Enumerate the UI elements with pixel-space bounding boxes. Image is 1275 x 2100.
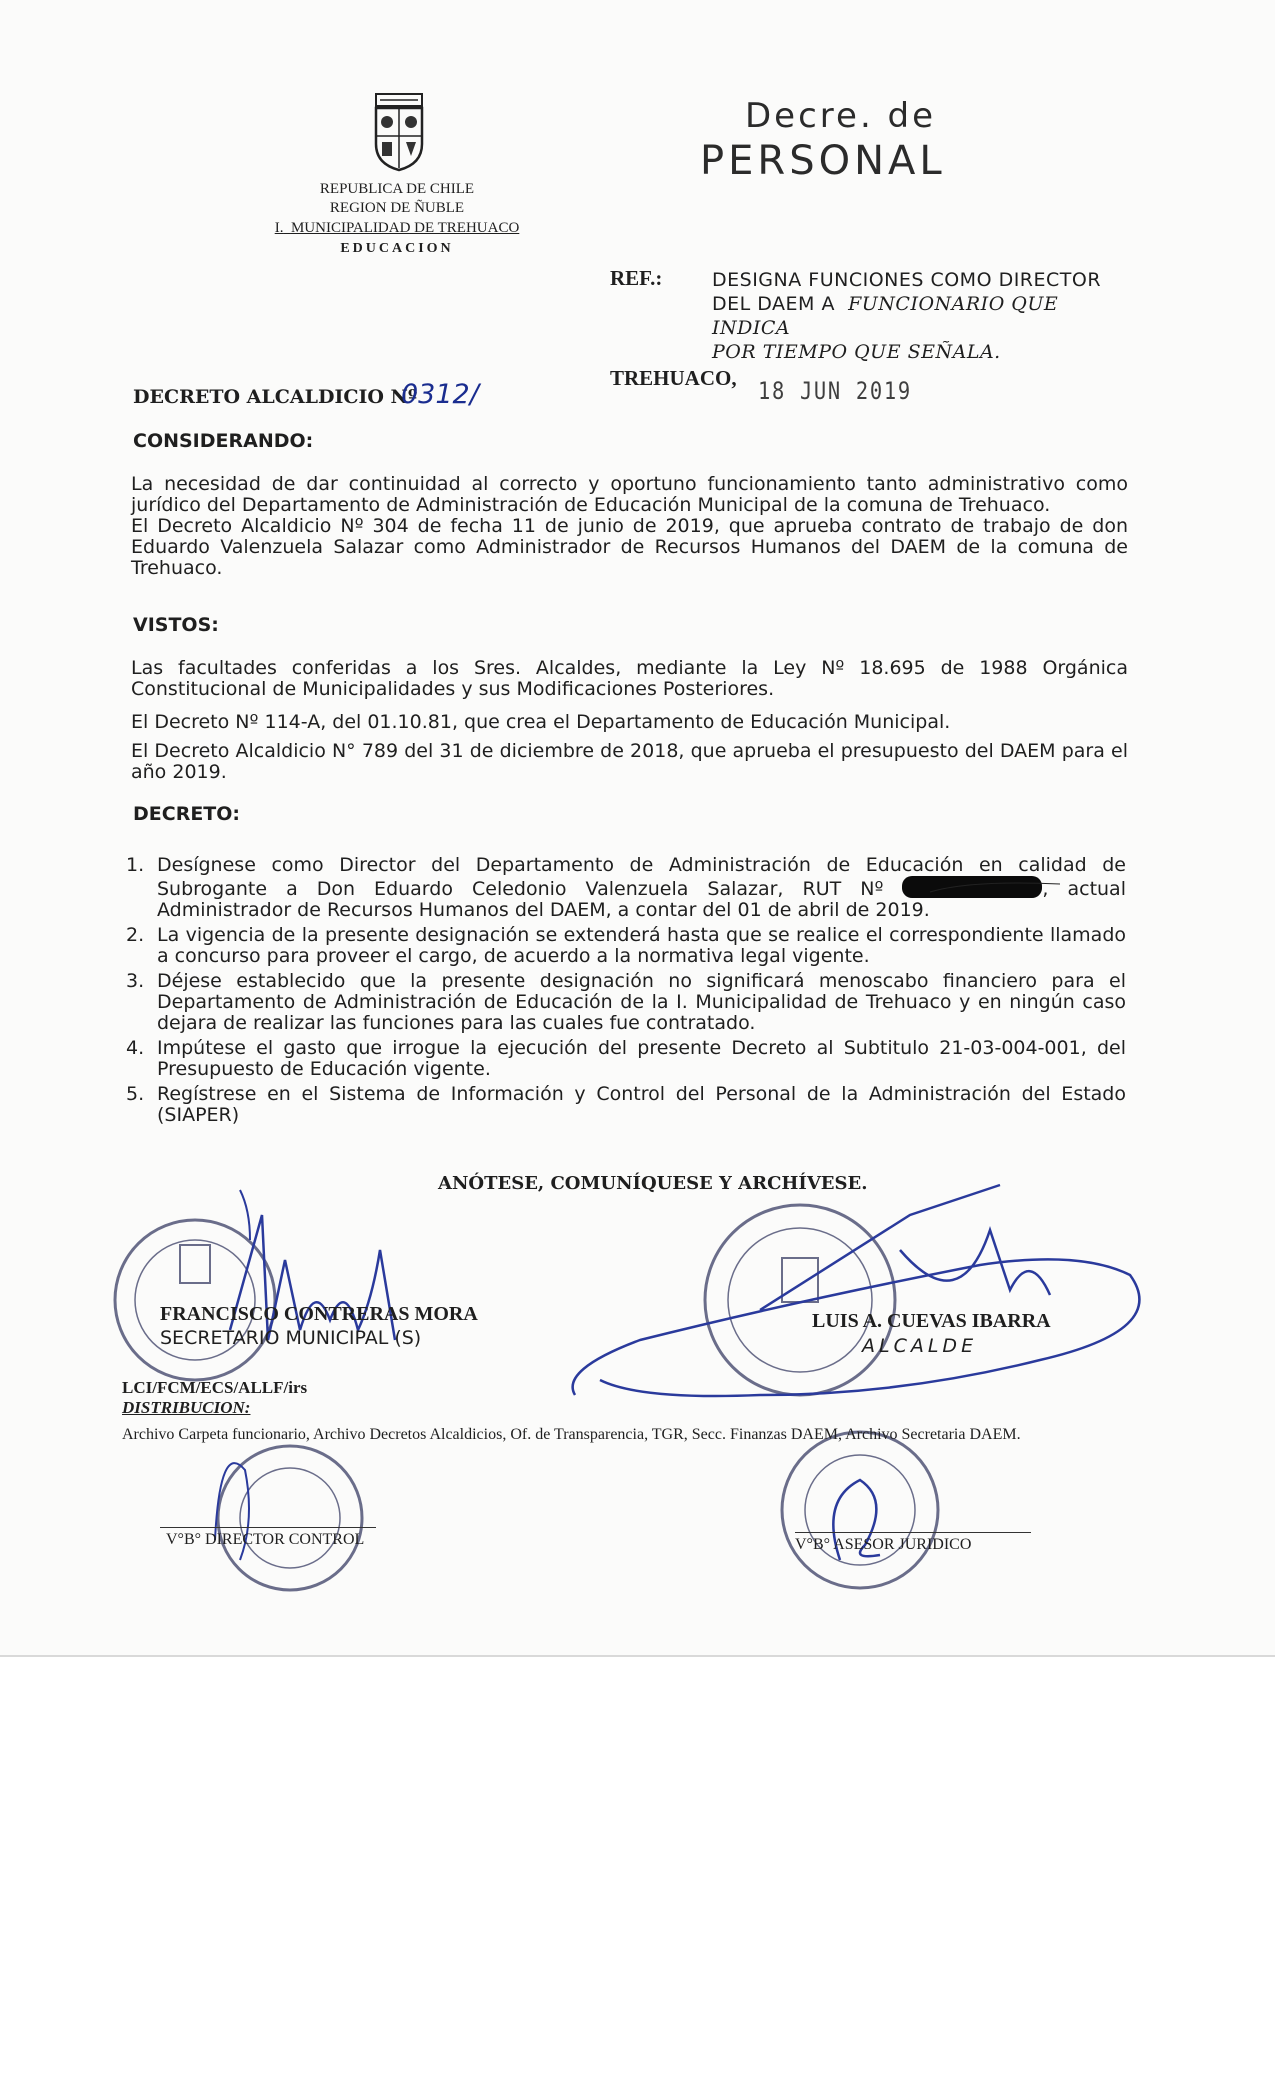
item-number: 2. — [126, 924, 145, 946]
initials-line: LCI/FCM/ECS/ALLF/irs — [122, 1378, 308, 1397]
considerando-heading: CONSIDERANDO: — [133, 430, 314, 452]
item-number: 3. — [126, 970, 145, 992]
considerando-paragraph-1: La necesidad de dar continuidad al correcto y oportuno funcionamiento tanto administrativo como jurídico del Departamento de Administración de Educación Municipal de la comuna de Trehuaco. — [131, 473, 1128, 516]
mayor-signature — [573, 1185, 1140, 1396]
vistos-paragraph-3: El Decreto Alcaldicio N° 789 del 31 de diciembre de 2018, que aprueba el presupuesto del DAEM para el año 2019. — [131, 740, 1128, 783]
date-stamp: 18 JUN 2019 — [758, 377, 912, 405]
decree-number-handwritten: 0312/ — [401, 379, 479, 410]
item-text: La vigencia de la presente designación se extenderá hasta que se realice el correspondiente llamado a concurso para proveer el cargo, de acuerdo a la normativa legal vigente. — [157, 924, 1126, 967]
mayor-role: ALCALDE — [862, 1335, 978, 1357]
doc-type-line1: Decre. de — [745, 96, 937, 136]
mayor-name: LUIS A. CUEVAS IBARRA — [812, 1310, 1051, 1332]
considerando-paragraph-2: El Decreto Alcaldicio Nº 304 de fecha 11 de junio de 2019, que aprueba contrato de trabajo de don Eduardo Valenzuela Salazar como Administrador de Recursos Humanos del DAEM de la comuna de Trehuaco. — [131, 515, 1128, 579]
item-text: Regístrese en el Sistema de Información y Control del Personal de la Administración del Estado (SIAPER) — [157, 1083, 1126, 1126]
item-text-a: Desígnese como Director del Departamento de Administración de Educación en calidad de Subrogante a Don Eduardo Celedonio Valenzuela Salazar, RUT Nº — [157, 854, 1126, 900]
decreto-heading: DECRETO: — [133, 803, 241, 825]
mayor-stamp — [705, 1205, 895, 1395]
item-number: 4. — [126, 1037, 145, 1059]
control-signature-line — [160, 1527, 376, 1528]
reference-line2a: DEL DAEM A — [712, 293, 835, 315]
distribution-label: DISTRIBUCION: — [122, 1398, 251, 1417]
vb-director-control: V°B° DIRECTOR CONTROL — [166, 1531, 365, 1548]
item-text: Déjese establecido que la presente designación no significará menoscabo financiero para el Departamento de Administración de Educación de la I. Municipalidad de Trehuaco y en ningún caso dejara de realizar las funciones para las cuales fue contratado. — [157, 970, 1126, 1034]
reference-line1: DESIGNA FUNCIONES COMO DIRECTOR — [712, 269, 1102, 291]
reference-label: REF.: — [610, 266, 663, 290]
doc-type-line2: PERSONAL — [700, 138, 946, 184]
vistos-paragraph-1: Las facultades conferidas a los Sres. Alcaldes, mediante la Ley Nº 18.695 de 1988 Orgánica Constitucional de Municipalidades y sus Modificaciones Posteriores. — [131, 657, 1128, 700]
vb-asesor-juridico: V°B° ASESOR JURIDICO — [795, 1536, 972, 1553]
distribution-text: Archivo Carpeta funcionario, Archivo Decretos Alcaldicios, Of. de Transparencia, TGR, Secc. Finanzas DAEM, Archivo Secretaria DAEM. — [122, 1426, 1021, 1443]
item-text-b: , actual Administrador de Recursos Humanos del DAEM, a contar del 01 de abril de 2019. — [157, 878, 1126, 921]
reference-line2b: FUNCIONARIO QUE INDICA — [712, 293, 1059, 339]
decree-title: DECRETO ALCALDICIO Nº — [133, 386, 418, 408]
legal-stamp — [782, 1432, 938, 1588]
municipality-name: MUNICIPALIDAD DE TREHUACO — [290, 220, 520, 236]
vistos-heading: VISTOS: — [133, 614, 219, 636]
legal-signature-line — [795, 1532, 1031, 1533]
municipality-prefix: I. — [274, 220, 284, 236]
institution-region: REGION DE ÑUBLE — [329, 200, 465, 216]
reference-line3: POR TIEMPO QUE SEÑALA. — [712, 341, 1001, 363]
control-stamp — [218, 1446, 362, 1590]
institution-department: EDUCACION — [340, 241, 454, 256]
secretary-name: FRANCISCO CONTRERAS MORA — [160, 1303, 478, 1325]
closing-formula: ANÓTESE, COMUNÍQUESE Y ARCHÍVESE. — [438, 1173, 868, 1194]
institution-republic: REPUBLICA DE CHILE — [319, 181, 475, 197]
vistos-paragraph-2: El Decreto Nº 114-A, del 01.10.81, que crea el Departamento de Educación Municipal. — [131, 711, 951, 733]
secretary-stamp — [115, 1220, 275, 1380]
city-label: TREHUACO, — [610, 366, 737, 390]
item-text: Impútese el gasto que irrogue la ejecución del presente Decreto al Subtitulo 21-03-004-001, del Presupuesto de Educación vigente. — [157, 1037, 1126, 1080]
secretary-role: SECRETARIO MUNICIPAL (S) — [160, 1327, 422, 1349]
item-number: 1. — [126, 854, 145, 876]
item-number: 5. — [126, 1083, 145, 1105]
